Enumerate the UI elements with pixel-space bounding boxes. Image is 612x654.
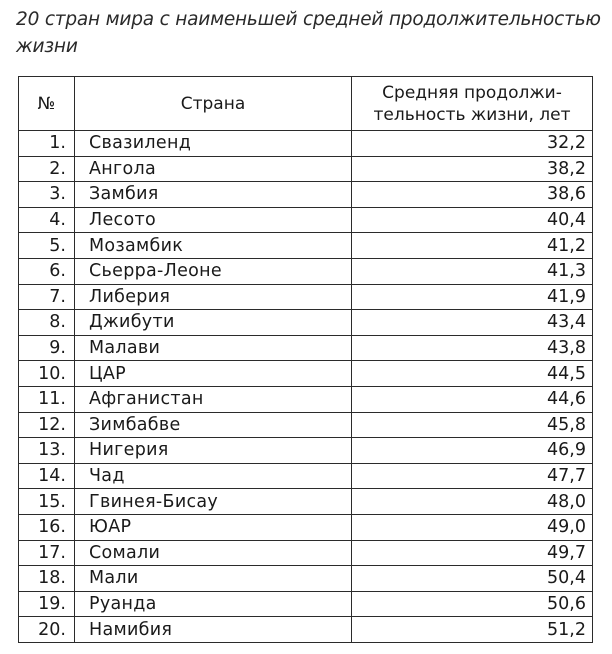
table-row [19, 258, 593, 284]
row-number: 3. [19, 182, 75, 208]
row-number: 7. [19, 284, 75, 310]
header-country: Страна [75, 77, 352, 131]
row-number: 18. [19, 566, 75, 592]
life-expectancy-value: 50,4 [352, 566, 593, 592]
country-name: Лесото [75, 207, 352, 233]
life-expectancy-value: 41,3 [352, 258, 593, 284]
country-name: Чад [75, 463, 352, 489]
row-number: 10. [19, 361, 75, 387]
row-number: 19. [19, 591, 75, 617]
life-expectancy-value: 38,6 [352, 182, 593, 208]
country-name: Сьерра-Леоне [75, 258, 352, 284]
country-name: ЦАР [75, 361, 352, 387]
table-body [19, 131, 593, 643]
row-number: 2. [19, 156, 75, 182]
row-number: 1. [19, 131, 75, 157]
table-row [19, 591, 593, 617]
country-name: Мали [75, 566, 352, 592]
row-number: 5. [19, 233, 75, 259]
row-number: 12. [19, 412, 75, 438]
country-name: Ангола [75, 156, 352, 182]
country-name: Малави [75, 335, 352, 361]
header-row [19, 77, 593, 131]
table-row [19, 463, 593, 489]
row-number: 11. [19, 386, 75, 412]
life-expectancy-value: 44,5 [352, 361, 593, 387]
table-row [19, 310, 593, 336]
row-number: 8. [19, 310, 75, 336]
life-expectancy-value: 41,9 [352, 284, 593, 310]
country-name: Сомали [75, 540, 352, 566]
country-name: Руанда [75, 591, 352, 617]
table-row [19, 412, 593, 438]
country-name: Либерия [75, 284, 352, 310]
table-row [19, 233, 593, 259]
row-number: 14. [19, 463, 75, 489]
row-number: 17. [19, 540, 75, 566]
country-name: Джибути [75, 310, 352, 336]
life-expectancy-value: 48,0 [352, 489, 593, 515]
life-expectancy-value: 46,9 [352, 438, 593, 464]
life-expectancy-value: 45,8 [352, 412, 593, 438]
life-expectancy-value: 38,2 [352, 156, 593, 182]
header-number: № [19, 77, 75, 131]
life-expectancy-value: 41,2 [352, 233, 593, 259]
country-name: Мозамбик [75, 233, 352, 259]
table-row [19, 131, 593, 157]
table-row [19, 182, 593, 208]
table-row [19, 489, 593, 515]
row-number: 16. [19, 514, 75, 540]
row-number: 15. [19, 489, 75, 515]
life-expectancy-value: 43,8 [352, 335, 593, 361]
country-name: Гвинея-Бисау [75, 489, 352, 515]
country-name: Зимбабве [75, 412, 352, 438]
table-row [19, 335, 593, 361]
country-name: Замбия [75, 182, 352, 208]
row-number: 6. [19, 258, 75, 284]
table-row [19, 617, 593, 643]
row-number: 9. [19, 335, 75, 361]
life-expectancy-table [18, 76, 593, 643]
row-number: 4. [19, 207, 75, 233]
life-expectancy-value: 43,4 [352, 310, 593, 336]
life-expectancy-value: 44,6 [352, 386, 593, 412]
table-row [19, 438, 593, 464]
table-row [19, 540, 593, 566]
table-row [19, 386, 593, 412]
country-name: Свазиленд [75, 131, 352, 157]
country-name: Намибия [75, 617, 352, 643]
life-expectancy-value: 40,4 [352, 207, 593, 233]
table-row [19, 566, 593, 592]
life-expectancy-value: 49,0 [352, 514, 593, 540]
life-expectancy-value: 47,7 [352, 463, 593, 489]
table-row [19, 207, 593, 233]
table-row [19, 156, 593, 182]
country-name: Нигерия [75, 438, 352, 464]
table-caption: 20 стран мира с наименьшей средней продолжительностью жизни [16, 9, 601, 57]
header-life-expectancy: Средняя продолжи-тельность жизни, лет [352, 77, 593, 131]
row-number: 20. [19, 617, 75, 643]
life-expectancy-value: 32,2 [352, 131, 593, 157]
table-row [19, 361, 593, 387]
row-number: 13. [19, 438, 75, 464]
life-expectancy-value: 49,7 [352, 540, 593, 566]
table-row [19, 284, 593, 310]
life-expectancy-value: 50,6 [352, 591, 593, 617]
country-name: Афганистан [75, 386, 352, 412]
life-expectancy-value: 51,2 [352, 617, 593, 643]
table-header [19, 77, 593, 131]
country-name: ЮАР [75, 514, 352, 540]
table-row [19, 514, 593, 540]
